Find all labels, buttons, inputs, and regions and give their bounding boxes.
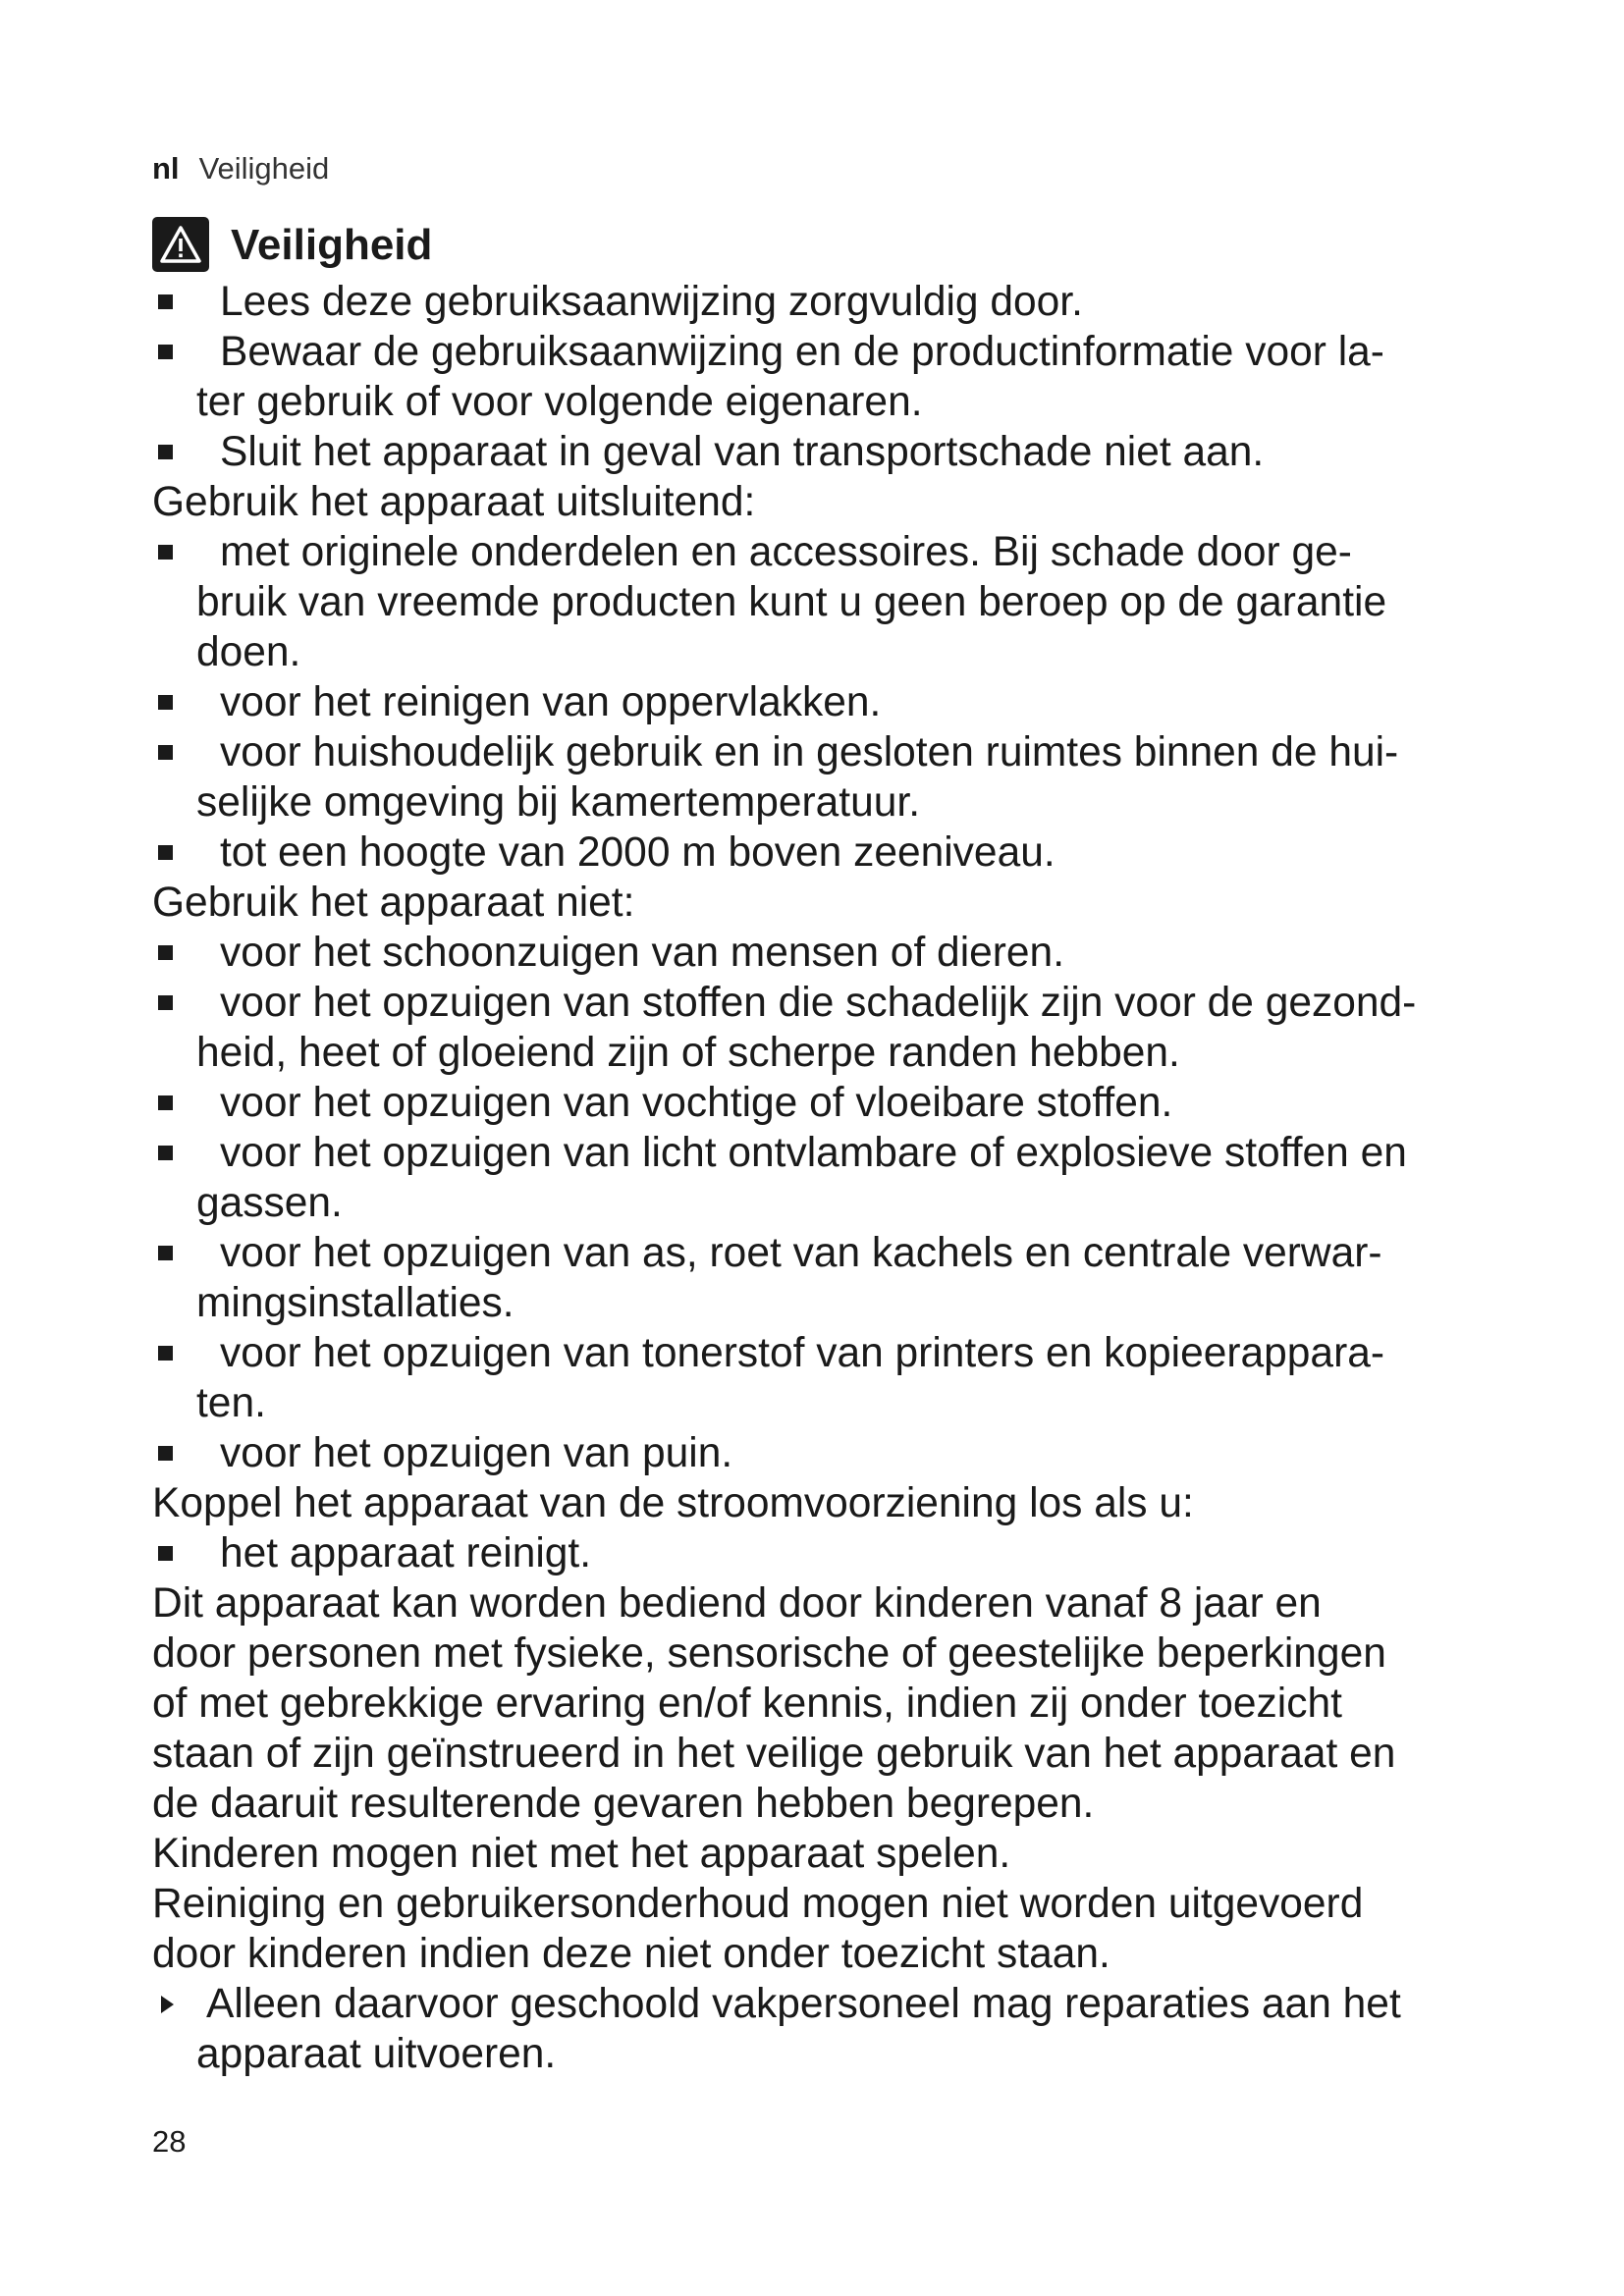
header-section-name: Veiligheid	[198, 151, 330, 186]
bullet-square-icon	[158, 1146, 173, 1160]
paragraph-cleaning: Reiniging en gebruikersonderhoud mogen niet worden uitgevoerd door kinderen indien deze niet onder toezicht staan.	[152, 1881, 1364, 1977]
bullet-square-icon	[158, 1446, 173, 1461]
list-item: voor het schoonzuigen van mensen of dieren.	[152, 928, 1537, 978]
list-item: voor het opzuigen van tonerstof van printers en kopieerappara- ten.	[152, 1328, 1537, 1428]
bullet-square-icon	[158, 545, 173, 560]
bullet-square-icon	[158, 1346, 173, 1361]
page-content	[152, 214, 1537, 2079]
list-item: voor huishoudelijk gebruik en in gesloten ruimtes binnen de hui- selijke omgeving bij kamertemperatuur.	[152, 727, 1537, 828]
list-item: voor het opzuigen van stoffen die schadelijk zijn voor de gezond- heid, heet of gloeiend zijn of scherpe randen hebben.	[152, 978, 1537, 1078]
warning-triangle-icon	[152, 217, 209, 272]
list-item: Sluit het apparaat in geval van transportschade niet aan.	[152, 427, 1537, 477]
list-item: voor het opzuigen van puin.	[152, 1428, 1537, 1478]
bullet-square-icon	[158, 695, 173, 710]
action-item: Alleen daarvoor geschoold vakpersoneel mag reparaties aan het apparaat uitvoeren.	[152, 1979, 1537, 2079]
list-item: voor het opzuigen van vochtige of vloeibare stoffen.	[152, 1078, 1537, 1128]
section-heading	[152, 214, 1537, 275]
paragraph: Kinderen mogen niet met het apparaat spelen.	[152, 1831, 1011, 1877]
list-item: Lees deze gebruiksaanwijzing zorgvuldig door.	[152, 277, 1537, 327]
paragraph: Gebruik het apparaat niet:	[152, 880, 635, 926]
list-item: Bewaar de gebruiksaanwijzing en de productinformatie voor la- ter gebruik of voor volgende eigenaren.	[152, 327, 1537, 427]
list-item: voor het reinigen van oppervlakken.	[152, 677, 1537, 727]
bullet-square-icon	[158, 845, 173, 860]
bullet-square-icon	[158, 294, 173, 309]
page-title: Veiligheid	[231, 220, 433, 269]
arrow-right-icon	[161, 1996, 174, 2013]
list-item: voor het opzuigen van as, roet van kachels en centrale verwar- mingsinstallaties.	[152, 1228, 1537, 1328]
bullet-square-icon	[158, 445, 173, 459]
running-header	[152, 149, 329, 188]
list-item: tot een hoogte van 2000 m boven zeeniveau.	[152, 828, 1537, 878]
paragraph: Gebruik het apparaat uitsluitend:	[152, 479, 756, 525]
bullet-square-icon	[158, 745, 173, 760]
bullet-square-icon	[158, 995, 173, 1010]
paragraph-children-usage: Dit apparaat kan worden bediend door kinderen vanaf 8 jaar en door personen met fysieke, sensorische of geestelijke beperkingen of met gebrekkige ervaring en/of kennis, indien zij onder toezicht staan of zijn geïnstrueerd in het veilige gebruik van het apparaat en de daaruit resulterende gevaren hebben begrepen.	[152, 1580, 1396, 1827]
bullet-square-icon	[158, 945, 173, 960]
bullet-square-icon	[158, 1095, 173, 1110]
paragraph: Koppel het apparaat van de stroomvoorziening los als u:	[152, 1480, 1194, 1526]
bullet-square-icon	[158, 345, 173, 359]
list-item: het apparaat reinigt.	[152, 1528, 1537, 1578]
bullet-square-icon	[158, 1546, 173, 1561]
language-code: nl	[152, 151, 180, 186]
bullet-square-icon	[158, 1246, 173, 1260]
list-item: met originele onderdelen en accessoires. Bij schade door ge- bruik van vreemde producten kunt u geen beroep op de garantie doen.	[152, 527, 1537, 677]
list-item: voor het opzuigen van licht ontvlambare of explosieve stoffen en gassen.	[152, 1128, 1537, 1228]
page-number: 28	[152, 2124, 187, 2159]
